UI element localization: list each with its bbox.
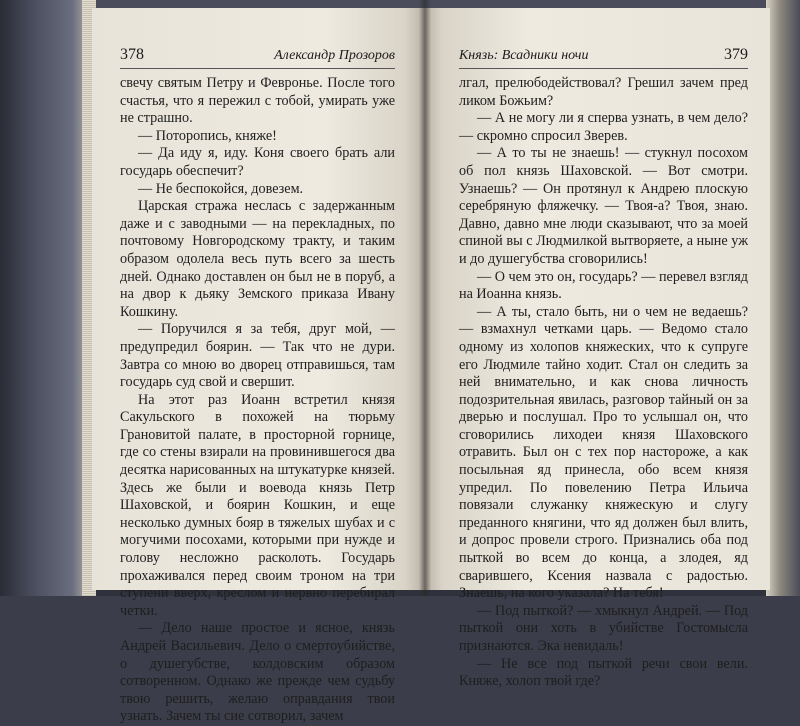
paragraph: лгал, прелюбодействовал? Грешил зачем пред ликом Божьим? [459, 75, 748, 109]
left-page-number: 378 [120, 46, 144, 63]
paragraph: — Не все под пыткой речи свои вели. Княже, холоп твой где? [459, 655, 748, 690]
page-block-edge [766, 0, 800, 596]
paragraph: — Под пыткой? — хмыкнул Андрей. — Под пыткой они хоть в убийстве Гостомысла признаются. Эка невидаль! [459, 602, 748, 654]
paragraph: — А не могу ли я сперва узнать, в чем дело? — скромно спросил Зверев. [459, 110, 748, 144]
left-page-text [120, 75, 395, 726]
paragraph: — Поторопись, княже! [138, 127, 277, 144]
paragraph: На этот раз Иоанн встретил князя Сакульского в похожей на тюрьму Грановитой палате, в просторной горнице, где со стены взирали на провинившегося два десятка нарисованных на штукатурке князей. Здесь же были и воевода князь Петр Шаховской, и боярин Кошкин, и еще несколько думных бояр в тяжелых шубах и с могучими посохами, которыми при нужде и голову несложно расколоть. Государь прохаживался перед своим троном на три ступени вверх, креслом и нервно перебирал четки. [120, 391, 395, 619]
paragraph: — Да иду я, иду. Коня своего брать али государь обеспечит? [120, 145, 395, 179]
left-page [92, 8, 425, 725]
paragraph: — А ты, стало быть, ни о чем не ведаешь? — взмахнул четками царь. — Ведомо стало одному из холопов княжеских, что к супруге его Людмиле тайно ходит. Стал он следить за ней внимательно, и как снова личность подозрительная явилась, разговор тайный он за дверью и послушал. Про то услышал он, что сговорились лиходеи князя Шаховского отравить. Был он с тех пор настороже, а как посыльная яд принесла, обо всем князя упредил. По повелению Петра Ильича повязали служанку княжескую и слугу преданного княгини, что яд должен был влить, и допрос провели строго. Признались оба под пыткой во всем до конца, а злодея, яд сварившего, Ксения назвала с радостью. Знаешь, на кого указала? На тебя! [459, 303, 748, 602]
paragraph: свечу святым Петру и Февронье. После того счастья, что я пережил с тобой, умирать уже не страшно. [120, 75, 395, 127]
paragraph: Царская стража неслась с задержанным даже и с заводными — на перекладных, по почтовому Новгородскому тракту, и таким образом одолела весь путь всего за шесть дней. Однако доставлен он был не в поруб, а на двор к дьяку Земского приказа Ивану Кошкину. [120, 198, 395, 320]
right-running-header [459, 46, 748, 69]
book-cover-edge [0, 0, 96, 596]
left-running-title: Александр Прозоров [274, 48, 395, 63]
right-running-title: Князь: Всадники ночи [459, 48, 589, 63]
paragraph: — Дело наше простое и ясное, князь Андрей Васильевич. Дело о смертоубийстве, о душегубстве, колдовским образом сотворенном. Однако же прежде чем судьбу твою решить, желаю оправдания твои узнать. Зачем ты сие сотворил, зачем [120, 620, 395, 725]
paragraph: — А то ты не знаешь! — стукнул посохом об пол князь Шаховской. — Вот смотри. Узнаешь? — Он протянул к Андрею плоскую серебряную фляжечку. — Твоя-а? Твоя, знаю. Давно, давно мне люди сказывают, что за моей спиной вы с Людмилкой вытворяете, а ныне уж и до душегубства сговорились! [459, 145, 748, 267]
paragraph: — Не беспокойся, довезем. [138, 180, 304, 197]
paragraph: — О чем это он, государь? — перевел взгляд на Иоанна князь. [459, 268, 748, 303]
paragraph: — Поручился я за тебя, друг мой, — предупредил боярин. — Так что не дури. Завтра со мною во дворец отправишься, там государь суд свой и свершит. [120, 321, 395, 391]
right-page-number: 379 [724, 46, 748, 63]
book-gutter-shadow [419, 0, 431, 596]
right-page-text [459, 75, 748, 691]
left-running-header [120, 46, 395, 69]
right-page [425, 8, 770, 690]
